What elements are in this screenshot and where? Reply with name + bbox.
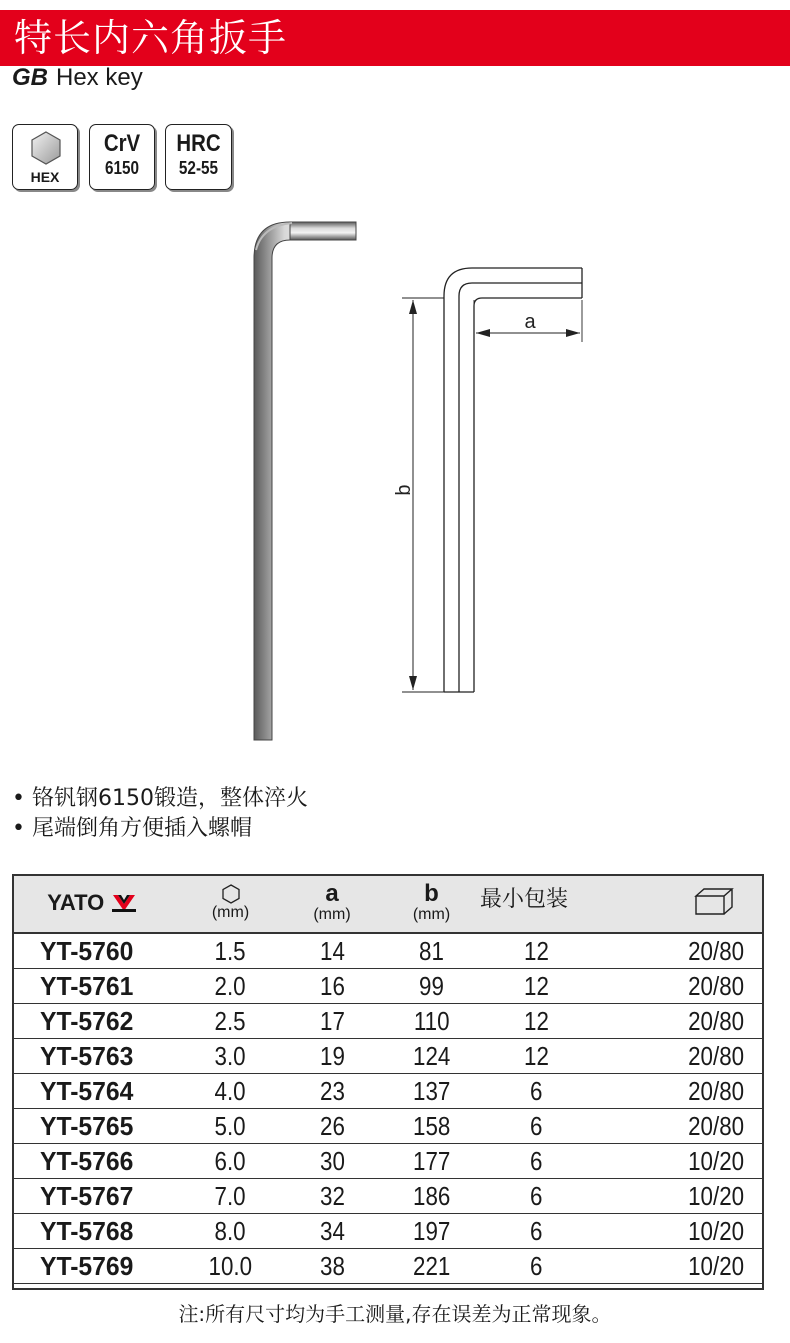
cell-size-text: 10.0 [208,1250,253,1281]
cell-size [172,1179,289,1214]
cell-size-text: 2.0 [214,970,247,1001]
cell-a-text: 17 [319,1005,345,1036]
table-header-row [12,874,764,933]
cell-b [375,1004,488,1039]
cell-size [172,1214,289,1249]
table-row [12,1179,764,1214]
cell-pack [488,1144,584,1179]
size-header [172,874,289,933]
cell-a-text: 26 [319,1110,345,1141]
feature-list [12,784,308,844]
cell-carton [584,1039,764,1074]
cell-size [172,1074,289,1109]
cell-b-text: 110 [413,1005,450,1036]
cell-code-text: YT-5764 [40,1075,134,1106]
cell-b-text: 137 [412,1075,451,1106]
spec-table [12,874,764,1284]
cell-b-text: 99 [419,970,444,1001]
cell-size [172,1004,289,1039]
cell-b-text: 197 [412,1215,451,1246]
cell-pack [488,1179,584,1214]
cell-a [289,1039,375,1074]
cell-carton-text: 20/80 [688,1075,744,1106]
cell-pack-text: 12 [523,935,549,966]
cell-size-text: 3.0 [214,1040,247,1071]
brand-logo: YATO [47,890,105,915]
material-grade: 6150 [104,158,140,178]
cell-carton [584,1214,764,1249]
cell-code-text: YT-5763 [40,1040,134,1071]
cell-size-text: 6.0 [214,1145,247,1176]
cell-pack-text: 6 [529,1075,543,1106]
cell-pack [488,1039,584,1074]
hex-key-photo [254,222,356,740]
cell-code-text: YT-5762 [40,1005,134,1036]
cell-b-text: 177 [412,1145,451,1176]
cell-b-text: 158 [412,1110,451,1141]
cell-size [172,1109,289,1144]
cell-a [289,1074,375,1109]
cell-a-text: 38 [319,1250,345,1281]
cell-a-text: 19 [319,1040,345,1071]
cell-carton-text: 10/20 [688,1180,744,1211]
cell-size-text: 1.5 [214,935,247,966]
cell-a-text: 16 [319,970,345,1001]
cell-carton [584,1004,764,1039]
cell-a [289,933,375,969]
cell-b [375,933,488,969]
cell-b [375,1179,488,1214]
hex-badge-label: HEX [30,169,60,185]
cell-pack [488,1004,584,1039]
cell-size [172,1039,289,1074]
cell-a-text: 34 [319,1215,345,1246]
cell-size [172,1144,289,1179]
table-row [12,1039,764,1074]
cell-a [289,1109,375,1144]
cell-code-text: YT-5760 [40,935,134,966]
table-row [12,1144,764,1179]
technical-drawing [402,268,582,692]
cell-size-text: 2.5 [214,1005,247,1036]
hexagon-icon [31,131,61,165]
table-row [12,969,764,1004]
b-unit: (mm) [412,906,451,923]
cell-code [12,1179,172,1214]
cell-b-text: 221 [412,1250,451,1281]
cell-code-text: YT-5768 [40,1215,134,1246]
brand-mark-icon [111,893,137,913]
cell-pack [488,933,584,969]
a-header [289,874,375,933]
brand-header [12,874,172,933]
cell-a [289,1249,375,1284]
cell-pack [488,1249,584,1284]
feature-item: • 铬钒钢6150锻造，整体淬火 [12,784,308,814]
cell-a [289,1144,375,1179]
cell-carton-text: 20/80 [688,1110,744,1141]
cell-b [375,1144,488,1179]
page-title: 特长内六角扳手 [0,10,790,66]
cell-pack-text: 12 [523,1005,549,1036]
table-row [12,1109,764,1144]
cell-code [12,1109,172,1144]
cell-size-text: 5.0 [214,1110,247,1141]
cell-b-text: 186 [412,1180,451,1211]
cell-pack-text: 6 [529,1110,543,1141]
hardness-range: 52-55 [178,158,219,178]
cell-pack-text: 12 [523,970,549,1001]
a-header-label: a [325,880,339,907]
cell-b-text: 81 [419,935,444,966]
cell-code-text: YT-5767 [40,1180,134,1211]
cell-carton [584,969,764,1004]
dimension-a-label: a [524,311,536,333]
cell-a [289,969,375,1004]
table-row [12,1004,764,1039]
b-header [375,874,488,933]
product-subtitle [12,64,143,92]
cell-code-text: YT-5766 [40,1145,134,1176]
cell-b [375,1074,488,1109]
measurement-note: 注:所有尺寸均为手工测量,存在误差为正常现象。 [178,1302,612,1326]
a-unit: (mm) [313,906,351,923]
hardness-scale: HRC [176,130,221,157]
min-pack-label: 最小包装 [480,886,569,912]
cell-carton-text: 10/20 [688,1250,744,1281]
cell-size [172,969,289,1004]
standard-label: GB [12,64,48,91]
cell-b [375,1109,488,1144]
size-unit: (mm) [211,904,250,921]
cell-carton [584,1074,764,1109]
table-row [12,1074,764,1109]
cell-carton-text: 20/80 [688,1040,744,1071]
cell-pack-text: 6 [529,1215,543,1246]
cell-a-text: 30 [319,1145,345,1176]
cell-size [172,1249,289,1284]
cell-code [12,969,172,1004]
cell-b [375,1249,488,1284]
feature-item: • 尾端倒角方便插入螺帽 [12,814,308,844]
product-name-en: Hex key [56,64,143,91]
cell-code [12,1074,172,1109]
cell-carton [584,1144,764,1179]
cell-b [375,1214,488,1249]
cell-b [375,969,488,1004]
cell-carton-text: 20/80 [688,1005,744,1036]
cell-pack-text: 6 [529,1145,543,1176]
hardness-badge [165,124,232,190]
cell-size-text: 7.0 [214,1180,247,1211]
product-drawing [0,200,790,760]
cell-size-text: 4.0 [214,1075,247,1106]
cell-code-text: YT-5761 [40,970,134,1001]
cell-pack-text: 6 [529,1250,543,1281]
table-row [12,1249,764,1284]
cell-code-text: YT-5769 [40,1250,134,1281]
cell-code [12,933,172,969]
cell-size [172,933,289,969]
cell-carton [584,1179,764,1214]
cell-carton-text: 20/80 [688,935,744,966]
cell-carton [584,1249,764,1284]
cell-pack [488,1214,584,1249]
cell-a [289,1004,375,1039]
material-name: CrV [103,130,141,157]
cell-code [12,1039,172,1074]
cell-b [375,1039,488,1074]
cell-a [289,1179,375,1214]
cell-code [12,1214,172,1249]
carton-header [584,874,764,933]
cell-carton-text: 10/20 [688,1215,744,1246]
cell-b-text: 124 [412,1040,451,1071]
cell-size-text: 8.0 [214,1215,247,1246]
cell-pack-text: 12 [523,1040,549,1071]
cell-code [12,1249,172,1284]
cell-a-text: 14 [319,935,345,966]
hex-badge [12,124,78,190]
min-pack-header [480,874,584,933]
cell-pack [488,969,584,1004]
hexagon-outline-icon [222,884,240,904]
cell-pack-text: 6 [529,1180,543,1211]
cell-a-text: 23 [319,1075,345,1106]
material-badge [89,124,155,190]
cell-carton [584,933,764,969]
carton-box-icon [694,886,734,916]
cell-a-text: 32 [319,1180,345,1211]
cell-code [12,1004,172,1039]
b-header-label: b [424,880,439,907]
dimension-b-label: b [393,484,415,496]
cell-a [289,1214,375,1249]
cell-code-text: YT-5765 [40,1110,134,1141]
cell-carton-text: 10/20 [688,1145,744,1176]
table-row [12,1214,764,1249]
cell-carton [584,1109,764,1144]
cell-pack [488,1074,584,1109]
cell-carton-text: 20/80 [688,970,744,1001]
table-row [12,933,764,969]
cell-pack [488,1109,584,1144]
cell-code [12,1144,172,1179]
